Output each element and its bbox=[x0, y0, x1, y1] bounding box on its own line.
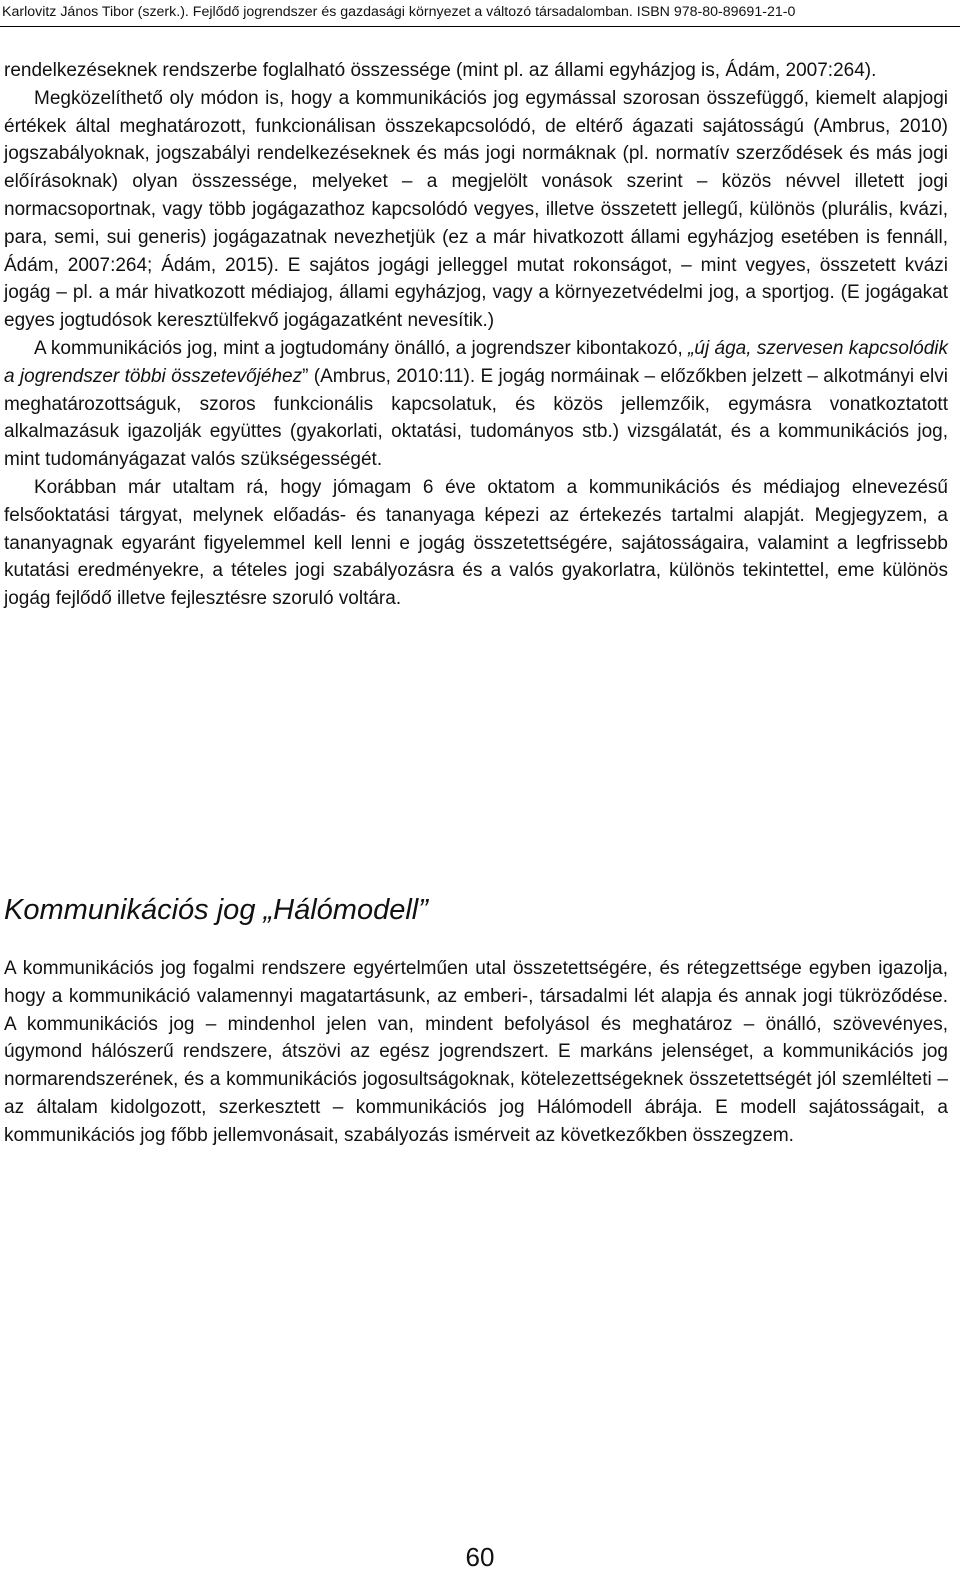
paragraph: Korábban már utaltam rá, hogy jómagam 6 éve oktatom a kommunikációs és médiajog elnevezésű felsőoktatási tárgyat, melynek előadás- és tananyaga képezi az értekezés tartalmi alapját. Megjegyzem, a tananyagnak egyaránt figyelemmel kell lenni e jogág összetettségére, sajátosságaira, valamint a legfrissebb kutatási eredményekre, a tételes jogi szabályozásra és a valós gyakorlatra, különös tekintettel, eme különös jogág fejlődő illetve fejlesztésre szoruló voltára. bbox=[4, 476, 948, 610]
paragraph: A kommunikációs jog fogalmi rendszere egyértelműen utal összetettségére, és rétegzettsége egyben igazolja, hogy a kommunikáció valamennyi magatartásunk, az emberi-, társadalmi lét alapja és annak jogi tükröződése. A kommunikációs jog – mindenhol jelen van, mindent befolyásol és meghatároz – önálló, szövevényes, úgymond hálószerű rendszere, átszövi az egész jogrendszert. E markáns jelenséget, a kommunikációs jog normarendszerének, és a kommunikációs jogosultságoknak, kötelezettségeknek összetettségét jól szemlélteti – az általam kidolgozott, szerkesztett – kommunikációs jog Hálómodell ábrája. E modell sajátosságait, a kommunikációs jog főbb jellemvonásait, szabályozás ismérveit az következőkben összegzem. bbox=[4, 958, 948, 1146]
section-body bbox=[4, 955, 948, 1150]
header-rule bbox=[0, 26, 960, 27]
running-header: Karlovitz János Tibor (szerk.). Fejlődő jogrendszer és gazdasági környezet a változó társadalomban. ISBN 978-80-89691-21-0 bbox=[2, 4, 796, 20]
paragraph-with-quote bbox=[4, 335, 948, 474]
section-heading: Kommunikációs jog „Hálómodell” bbox=[4, 894, 428, 926]
paragraph-continuation: rendelkezéseknek rendszerbe foglalható összessége (mint pl. az állami egyházjog is, Ádám, 2007:264). bbox=[4, 60, 877, 81]
quoted-text: „új ága, szervesen kapcsolódik a jogrendszer többi összetevőjéhez bbox=[4, 337, 948, 387]
body-text bbox=[4, 57, 948, 613]
paragraph-text: ” (Ambrus, 2010:11). E jogág normáinak – előzőkben jelzett – alkotmányi elvi meghatározottságuk, szoros funkcionális kapcsolatuk, és közös jellemzőik, egymásra vonatkoztatott alkalmazásuk igazolják együttes (gyakorlati, oktatási, tudományos stb.) vizsgálatát, és a kommunikációs jog, mint tudományágazat valós szükségességét. bbox=[4, 365, 948, 471]
page-number: 60 bbox=[465, 1542, 495, 1572]
paragraph: Megközelíthető oly módon is, hogy a kommunikációs jog egymással szorosan összefüggő, kiemelt alapjogi értékek által meghatározott, funkcionálisan összekapcsolódó, de eltérő ágazati sajátosságú (Ambrus, 2010) jogszabályoknak, jogszabályi rendelkezéseknek és más jogi normáknak (pl. normatív szerződések és más jogi előírásoknak) olyan összessége, melyeket – a megjelölt vonások szerint – közös névvel illetett jogi normacsoportnak, vagy több jogágazathoz kapcsolódó vegyes, illetve összetett jellegű, különös (plurális, kvázi, para, semi, sui generis) jogágazatnak nevezhetjük (ez a már hivatkozott állami egyházjog esetében is fennáll, Ádám, 2007:264; Ádám, 2015). E sajátos jogági jelleggel mutat rokonságot, – mint vegyes, összetett kvázi jogág – pl. a már hivatkozott médiajog, állami egyházjog, vagy a környezetvédelmi jog, a sportjog. (E jogágakat egyes jogtudósok keresztülfekvő jogágazatként nevesítik.) bbox=[4, 87, 948, 332]
paragraph-text: A kommunikációs jog, mint a jogtudomány önálló, a jogrendszer kibontakozó, bbox=[34, 337, 689, 359]
